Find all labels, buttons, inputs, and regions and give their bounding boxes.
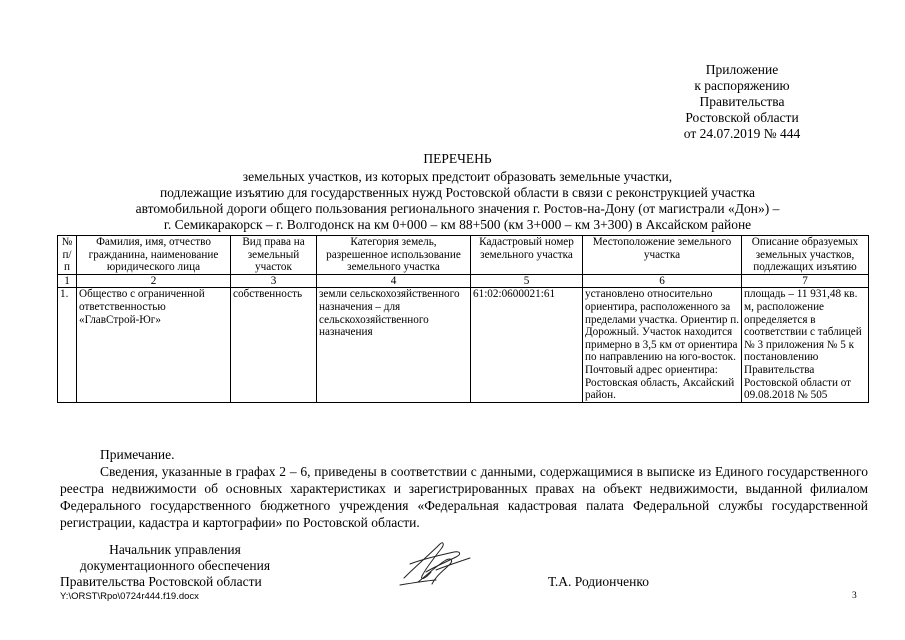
row-location: установлено относительно ориентира, расположенного за пределами участка. Ориентир п. Дорожный. Участок находится примерно в 3,5 км от ориентира по направлению на юго-восток. Почтовый адрес ориентира: Ростовская область, Аксайский район. (583, 288, 742, 402)
title-line: подлежащие изъятию для государственных нужд Ростовской области в связи с реконструкцией участка (159, 185, 756, 200)
handwritten-signature (396, 536, 476, 590)
row-description: площадь – 11 931,48 кв. м, расположение определяется в соответствии с таблицей № 3 приложения № 5 к постановлению Правительства Ростовской области от 09.08.2018 № 505 (742, 288, 869, 402)
header-cell-description: Описание образуемых земельных участков, подлежащих изъятию (742, 236, 869, 275)
title-line: автомобильной дороги общего пользования регионального значения г. Ростов-на-Дону (от магистрали «Дон») – (135, 201, 780, 216)
column-number: 5 (471, 274, 583, 288)
title-heading: ПЕРЕЧЕНЬ (423, 151, 492, 166)
header-cell-location: Местоположение земельного участка (583, 236, 742, 275)
annex-line: Ростовской области (685, 110, 799, 125)
title-line: г. Семикаракорск – г. Волгодонск на км 0+000 – км 88+500 (км 3+000 – км 3+300) в Аксайском районе (163, 217, 752, 232)
land-plots-table (57, 235, 869, 403)
signatory-position-line: документационного обеспечения (79, 558, 271, 573)
annex-block (662, 62, 822, 142)
header-cell-number: № п/п (58, 236, 77, 275)
column-number: 4 (317, 274, 471, 288)
signatory-position (60, 542, 290, 590)
header-cell-category: Категория земель, разрешенное использование земельного участка (317, 236, 471, 275)
column-number: 7 (742, 274, 869, 288)
header-cell-owner: Фамилия, имя, отчество гражданина, наименование юридического лица (77, 236, 231, 275)
document-title (60, 151, 855, 233)
column-number: 6 (583, 274, 742, 288)
note-block (60, 446, 868, 531)
row-number: 1. (58, 288, 77, 402)
row-cadastral: 61:02:0600021:61 (471, 288, 583, 402)
table-header-row (58, 236, 869, 275)
column-number: 1 (58, 274, 77, 288)
header-cell-cadastral: Кадастровый номер земельного участка (471, 236, 583, 275)
table-column-numbers-row (58, 274, 869, 288)
header-cell-right: Вид права на земельный участок (231, 236, 317, 275)
row-owner: Общество с ограниченной ответственностью «ГлавСтрой-Юг» (77, 288, 231, 402)
note-text: Сведения, указанные в графах 2 – 6, приведены в соответствии с данными, содержащимися в выписке из Единого государственного реестра недвижимости об основных характеристиках и зарегистрированных правах на объект недвижимости, выданной филиалом Федерального государственного бюджетного учреждения «Федеральная кадастровая палата Федеральной службы государственной регистрации, кадастра и картографии» по Ростовской области. (60, 464, 868, 530)
row-category: земли сельскохозяйственного назначения – для сельскохозяйственного назначения (317, 288, 471, 402)
column-number: 3 (231, 274, 317, 288)
annex-line: Приложение (705, 62, 779, 77)
annex-line: к распоряжению (694, 78, 790, 93)
page-number: 3 (852, 591, 857, 601)
signatory-position-line: Правительства Ростовской области (60, 574, 262, 589)
signatory-position-line: Начальник управления (109, 542, 241, 557)
note-label: Примечание. (100, 447, 175, 462)
column-number: 2 (77, 274, 231, 288)
row-right: собственность (231, 288, 317, 402)
file-path-footer: Y:\ORST\Rpo\0724r444.f19.docx (60, 591, 199, 602)
signatory-name: Т.А. Родионченко (548, 574, 649, 589)
annex-date-line: от 24.07.2019 № 444 (683, 126, 801, 141)
annex-line: Правительства (699, 94, 785, 109)
title-line: земельных участков, из которых предстоит образовать земельные участки, (242, 169, 673, 184)
table-row (58, 288, 869, 402)
